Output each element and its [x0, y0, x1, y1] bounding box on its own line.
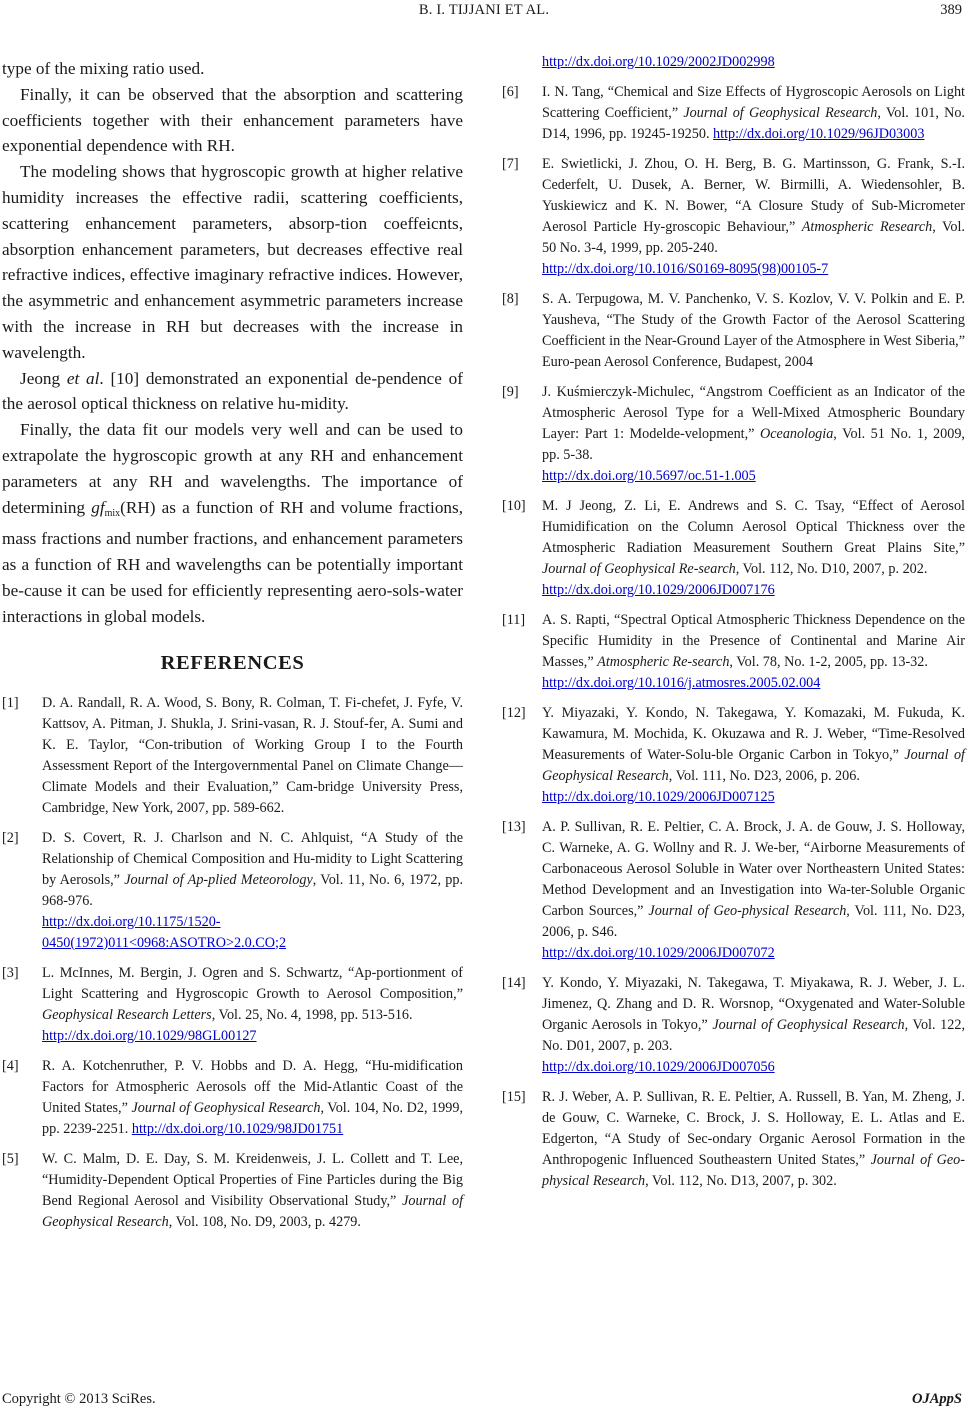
journal-name: Journal of Geophysical Re-search: [542, 561, 736, 577]
reference-number: [1]: [2, 694, 19, 711]
reference-details: , Vol. 25, No. 4, 1998, pp. 513-516.: [211, 1006, 413, 1023]
page-number: 389: [940, 2, 962, 18]
jeong-author: Jeong: [20, 368, 61, 388]
reference-details: , Vol. 108, No. D9, 2003, p. 4279.: [168, 1213, 361, 1230]
journal-name: Journal of Geophysical Research: [683, 105, 878, 121]
reference-number: [12]: [502, 705, 526, 721]
reference-item: [502, 496, 965, 601]
final-text-start: Finally, the data fit our models very well and can be used to extrapolate the hygroscopic growth at any RH and enhancement parameters at any RH and wavelengths. The importance of determining: [2, 420, 463, 517]
reference-number: [14]: [502, 975, 526, 991]
reference-text: E. Swietlicki, J. Zhou, O. H. Berg, B. G. Martinsson, G. Frank, S.-I. Cederfelt, U. Dusek, A. Berner, W. Birmilli, A. Wiedensohler, B. Yuskiewicz and K. N. Bower, “A Closure Study of Sub-Micrometer Aerosol Particle Hy-groscopic Behaviour,”: [542, 156, 965, 235]
reference-details: , Vol. 112, No. D13, 2007, p. 302.: [645, 1173, 837, 1189]
doi-link[interactable]: http://dx.doi.org/10.1016/j.atmosres.2005.02.004: [542, 675, 821, 691]
copyright: Copyright © 2013 SciRes.: [2, 1391, 156, 1407]
reference-text: R. J. Weber, A. P. Sullivan, R. E. Peltier, A. Russell, B. Yan, M. Zheng, J. de Gouw, C. Warneke, C. Brock, J. S. Holloway, E. L. Atlas and E. Edgerton, “A Study of Sec-ondary Organic Aerosol Formation in the Anthropogenic Influenced Southeastern United States,”: [542, 1089, 965, 1168]
reference-text: Y. Kondo, Y. Miyazaki, N. Takegawa, T. Miyakawa, R. J. Weber, J. L. Jimenez, Q. Zhang and D. R. Worsnop, “Oxygenated and Water-Soluble Organic Aerosols in Tokyo,”: [542, 975, 965, 1033]
doi-link[interactable]: http://dx.doi.org/10.1029/2006JD007125: [542, 789, 775, 805]
reference-list-left: [2, 693, 463, 1233]
doi-link[interactable]: http://dx.doi.org/10.1175/1520-0450(1972)011<0968:ASOTRO>2.0.CO;2: [42, 913, 287, 951]
reference-number: [5]: [2, 1150, 19, 1167]
references-heading: REFERENCES: [160, 651, 305, 674]
reference-number: [7]: [502, 156, 519, 172]
body-paragraph: Finally, it can be observed that the absorption and scattering coefficients together with their enhancement parameters have exponential dependence with RH.: [2, 84, 463, 156]
reference-text: I. N. Tang, “Chemical and Size Effects of Hygroscopic Aerosols on Light Scattering Coefficient,”: [542, 84, 965, 121]
reference-number: [2]: [2, 829, 19, 846]
doi-link[interactable]: http://dx.doi.org/10.1029/2006JD007072: [542, 945, 775, 961]
doi-link[interactable]: http://dx.doi.org/10.1029/2002JD002998: [542, 54, 775, 70]
journal-name: Journal of Geo-physical Research: [542, 1152, 965, 1189]
reference-text: S. A. Terpugowa, M. V. Panchenko, V. S. Kozlov, V. V. Polkin and E. P. Yausheva, “The Study of the Growth Factor of the Aerosol Scattering Coefficient in the Near-Ground Layer of the Atmosphere in West Siberia,” Euro-pean Aerosol Conference, Budapest, 2004: [542, 291, 965, 370]
doi-link[interactable]: http://dx.doi.org/10.1029/2006JD007176: [542, 582, 775, 598]
final-text-end: (RH) as a function of RH and volume fractions, mass fractions and number fractions, and enhancement parameters as a function of RH and wavelengths can be potentially important be-cause it can be used for efficiently representing aero-sols-water interactions in global models.: [2, 497, 463, 626]
reference-text: A. P. Sullivan, R. E. Peltier, C. A. Brock, J. A. de Gouw, J. S. Holloway, C. Warneke, A. G. Wollny and R. J. We-ber, “Airborne Measurements of Carbonaceous Aerosol Soluble in Water over Northeastern United States: Method Development and an Investigation into Wa-ter-Soluble Organic Carbon Sources,”: [542, 819, 965, 919]
reference-details: , Vol. 101, No. D14, 1996, pp. 19245-19250.: [542, 105, 965, 142]
reference-text: D. S. Covert, R. J. Charlson and N. C. Ahlquist, “A Study of the Relationship of Chemical Composition and Hu-midity to Light Scattering by Aerosols,”: [42, 829, 463, 888]
reference-number: [10]: [502, 498, 526, 514]
reference-details: , Vol. 11, No. 6, 1972, pp. 968-976.: [42, 871, 464, 909]
reference-details: , Vol. 104, No. D2, 1999, pp. 2239-2251.: [42, 1099, 463, 1137]
journal-name: Atmospheric Re-search: [597, 654, 730, 670]
doi-link[interactable]: http://dx.doi.org/10.1029/98GL00127: [42, 1027, 257, 1044]
right-column: [502, 52, 965, 1201]
reference-number: [11]: [502, 612, 526, 628]
reference-item: [502, 289, 965, 373]
gf-symbol: gf: [91, 497, 105, 517]
journal-name: Journal of Ap-plied Meteorology: [124, 871, 313, 888]
reference-item: [2, 693, 463, 819]
reference-number: [8]: [502, 291, 519, 307]
reference-item: [2, 1056, 463, 1140]
reference-text: M. J Jeong, Z. Li, E. Andrews and S. C. Tsay, “Effect of Aerosol Humidification on the Column Aerosol Optical Thickness over the Atmospheric Radiation Measurement Southern Great Plains Site,”: [542, 498, 965, 556]
reference-item: [502, 1087, 965, 1192]
reference-continuation: [502, 52, 965, 73]
journal-name: Journal of Geophysical Research: [542, 747, 965, 784]
final-paragraph: [2, 417, 463, 629]
running-head: B. I. TIJJANI ET AL.: [418, 2, 550, 18]
reference-details: , Vol. 111, No. D23, 2006, p. 206.: [668, 768, 860, 784]
reference-item: [2, 1149, 463, 1233]
reference-text: A. S. Rapti, “Spectral Optical Atmospheric Thickness Dependence on the Specific Humidity in the Presence of Continental and Marine Air Masses,”: [542, 612, 965, 670]
journal-name: Atmospheric Research: [801, 219, 933, 235]
journal-name: Journal of Geophysical Research: [131, 1099, 321, 1116]
reference-item: [502, 610, 965, 694]
jeong-rest: . [10] demonstrated an exponential de-pendence of the aerosol optical thickness on relative hu-midity.: [2, 368, 463, 414]
journal-name: Journal of Geo-physical Research: [648, 903, 847, 919]
reference-number: [4]: [2, 1057, 19, 1074]
reference-number: [9]: [502, 384, 519, 400]
reference-number: [3]: [2, 964, 19, 981]
reference-number: [13]: [502, 819, 526, 835]
body-paragraph: The modeling shows that hygroscopic growth at higher relative humidity increases the effective radii, scattering coefficients, scattering enhancement parameters, absorp-tion coeffeicnts, absorption enhancement parameters, but decreases effective real refractive indices, effective imaginary refractive indices. However, the asymmetric and enhancement asymmetric parameters increase with the increase in RH but decreases with the increase in wavelength.: [2, 162, 463, 362]
reference-item: [502, 817, 965, 964]
page-header: [0, 0, 968, 24]
doi-link[interactable]: http://dx.doi.org/10.5697/oc.51-1.005: [542, 468, 756, 484]
reference-item: [2, 828, 463, 954]
reference-number: [15]: [502, 1089, 526, 1105]
reference-list-right: [502, 82, 965, 1192]
mix-subscript: mix: [104, 507, 121, 519]
reference-item: [502, 154, 965, 280]
journal-name: Journal of Geophysical Research: [712, 1017, 905, 1033]
reference-item: [2, 963, 463, 1047]
reference-details: , Vol. 78, No. 1-2, 2005, pp. 13-32.: [729, 654, 928, 670]
reference-text: D. A. Randall, R. A. Wood, S. Bony, R. Colman, T. Fi-chefet, J. Fyfe, V. Kattsov, A. Pitman, J. Shukla, J. Srini-vasan, R. J. Stouf-fer, A. Sumi and K. E. Taylor, “Con-tribution of Working Group I to the Fourth Assessment Report of the Intergovernmental Panel on Climate Change—Climate Models and their Evaluation,” Cam-bridge University Press, Cambridge, New York, 2007, pp. 589-662.: [42, 694, 463, 816]
reference-item: [502, 82, 965, 145]
body-paragraph: type of the mixing ratio used.: [2, 59, 205, 78]
reference-text: J. Kuśmierczyk-Michulec, “Angstrom Coefficient as an Indicator of the Atmospheric Aerosol Type for a Well-Mixed Atmospheric Boundary Layer: Part 1: Modelde-velopment,”: [542, 384, 965, 442]
reference-text: L. McInnes, M. Bergin, J. Ogren and S. Schwartz, “Ap-portionment of Light Scattering and Hygroscopic Growth to Aerosol Composition,”: [42, 964, 463, 1002]
journal-name: Geophysical Research Letters: [42, 1006, 212, 1023]
journal-name: Journal of Geophysical Research: [42, 1192, 464, 1230]
reference-text: R. A. Kotchenruther, P. V. Hobbs and D. A. Hegg, “Hu-midification Factors for Atmospheric Aerosols off the Mid-Atlantic Coast of the United States,”: [42, 1057, 463, 1116]
reference-item: [502, 703, 965, 808]
doi-link[interactable]: http://dx.doi.org/10.1029/96JD03003: [713, 126, 925, 142]
reference-text: W. C. Malm, D. E. Day, S. M. Kreidenweis, J. L. Collett and T. Lee, “Humidity-Dependent Optical Properties of Fine Particles during the Big Bend Regional Aerosol and Visibility Observational Study,”: [42, 1150, 463, 1209]
jeong-paragraph: [2, 366, 463, 418]
reference-details: , Vol. 111, No. D23, 2006, p. S46.: [542, 903, 965, 940]
doi-link[interactable]: http://dx.doi.org/10.1029/98JD01751: [131, 1120, 344, 1137]
reference-text: Y. Miyazaki, Y. Kondo, N. Takegawa, Y. Komazaki, M. Fukuda, K. Kawamura, M. Mochida, K. Okuzawa and R. J. Weber, “Time-Resolved Measurements of Water-Solu-ble Organic Carbon in Tokyo,”: [542, 705, 965, 763]
reference-item: [502, 382, 965, 487]
reference-details: , Vol. 50 No. 3-4, 1999, pp. 205-240.: [542, 219, 965, 256]
reference-details: , Vol. 122, No. D01, 2007, p. 203.: [542, 1017, 965, 1054]
journal-abbrev: OJAppS: [912, 1391, 962, 1407]
et-al: et al: [66, 368, 100, 388]
body-text: [2, 56, 463, 366]
reference-details: , Vol. 112, No. D10, 2007, p. 202.: [735, 561, 928, 577]
journal-name: Oceanologia: [760, 426, 834, 442]
reference-details: , Vol. 51 No. 1, 2009, pp. 5-38.: [542, 426, 965, 463]
page-footer: [0, 1386, 968, 1408]
doi-link[interactable]: http://dx.doi.org/10.1016/S0169-8095(98)00105-7: [542, 261, 829, 277]
reference-item: [502, 973, 965, 1078]
doi-link[interactable]: http://dx.doi.org/10.1029/2006JD007056: [542, 1059, 775, 1075]
left-column: [2, 56, 463, 1242]
reference-number: [6]: [502, 84, 519, 100]
